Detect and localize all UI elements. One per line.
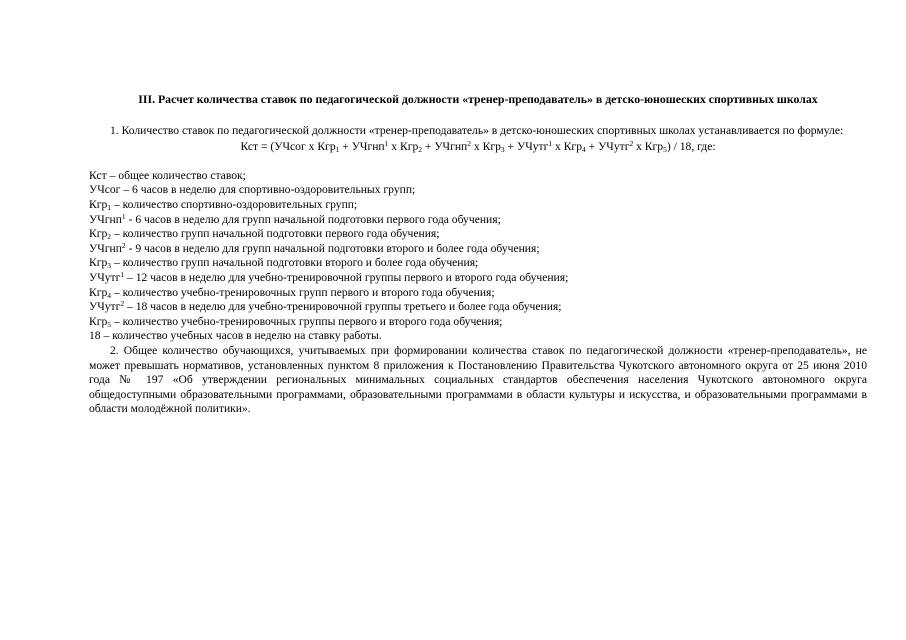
definition-term: УЧутг bbox=[89, 300, 121, 314]
definition-sup: 1 bbox=[120, 269, 125, 279]
definition-term: УЧгнп bbox=[89, 212, 122, 226]
definition-term: Кгр bbox=[89, 256, 108, 270]
definition-line bbox=[89, 183, 867, 198]
section-heading: III. Расчет количества ставок по педагогической должности «тренер-преподаватель» в детско-юношеских спортивных школах bbox=[138, 92, 818, 106]
definition-text: – количество учебно-тренировочных групп первого и второго года обучения; bbox=[111, 285, 495, 299]
definition-term: УЧутг bbox=[89, 270, 121, 284]
definition-sub: 1 bbox=[107, 202, 112, 212]
definition-sub: 3 bbox=[107, 261, 112, 271]
definition-sub: 4 bbox=[107, 290, 112, 300]
formula-part: x Кгр bbox=[471, 140, 501, 154]
definition-line bbox=[89, 198, 867, 213]
definition-text: - 9 часов в неделю для групп начальной подготовки второго и более года обучения; bbox=[125, 241, 540, 255]
definition-text: – количество спортивно-оздоровительных групп; bbox=[111, 197, 358, 211]
definition-text: – общее количество ставок; bbox=[106, 168, 246, 182]
formula-sub: 2 bbox=[418, 145, 423, 155]
definition-term: 18 bbox=[89, 329, 101, 343]
paragraph-1: 1. Количество ставок по педагогической должности «тренер-преподаватель» в детско-юношеских спортивных школах устанавливается по формуле: bbox=[110, 123, 844, 137]
definition-term: Кгр bbox=[89, 314, 108, 328]
formula-part: ) / 18, где: bbox=[666, 140, 716, 154]
definition-line bbox=[89, 213, 867, 228]
definition-term: Кгр bbox=[89, 285, 108, 299]
formula-sub: 1 bbox=[335, 145, 340, 155]
definition-term: УЧсог bbox=[89, 183, 121, 197]
formula-part: x Кгр bbox=[552, 140, 582, 154]
definition-text: – 6 часов в неделю для спортивно-оздоровительных групп; bbox=[120, 183, 416, 197]
definition-text: - 6 часов в неделю для групп начальной подготовки первого года обучения; bbox=[125, 212, 501, 226]
definition-line bbox=[89, 227, 867, 242]
formula-part: + УЧутг bbox=[504, 140, 549, 154]
definition-term: Кгр bbox=[89, 197, 108, 211]
document-page bbox=[89, 92, 867, 417]
formula-sub: 4 bbox=[582, 145, 586, 155]
definition-sub: 2 bbox=[107, 232, 112, 242]
formula-sup: 2 bbox=[629, 139, 634, 149]
definition-text: – количество учебно-тренировочных группы первого и второго года обучения; bbox=[111, 314, 503, 328]
definition-line bbox=[89, 256, 867, 271]
formula bbox=[89, 140, 867, 155]
definition-line bbox=[89, 315, 867, 330]
definition-text: – 12 часов в неделю для учебно-тренировочной группы первого и второго года обучения; bbox=[124, 270, 569, 284]
formula-sub: 5 bbox=[663, 145, 667, 155]
definition-term: Кгр bbox=[89, 227, 108, 241]
formula-sup: 1 bbox=[384, 139, 389, 149]
definition-term: УЧгнп bbox=[89, 241, 122, 255]
paragraph-2: 2. Общее количество обучающихся, учитываемых при формировании количества ставок по педагогической должности «тренер-преподаватель», не может превышать нормативов, установленных пунктом 8 приложения к Постановлению Правительства Чукотского автономного округа от 25 июня 2010 года № 197 «Об утверждении региональных минимальных социальных стандартов обеспечения населения Чукотского автономного округа общедоступными образовательными программами, образовательными программами в области культуры и искусства, и образовательными программами в области молодёжной политики». bbox=[89, 343, 867, 416]
formula-sup: 2 bbox=[467, 139, 472, 149]
formula-part: x Кгр bbox=[633, 140, 664, 154]
definition-text: – количество групп начальной подготовки второго и более года обучения; bbox=[111, 256, 479, 270]
definition-text: – количество учебных часов в неделю на ставку работы. bbox=[100, 329, 382, 343]
definition-sup: 1 bbox=[121, 211, 126, 221]
definition-text: – 18 часов в неделю для учебно-тренировочной группы третьего и более года обучения; bbox=[124, 300, 562, 314]
definition-sup: 2 bbox=[120, 299, 125, 309]
definition-sub: 5 bbox=[107, 319, 112, 329]
formula-sub: 3 bbox=[500, 145, 505, 155]
definition-line bbox=[89, 169, 867, 184]
definition-line bbox=[89, 300, 867, 315]
formula-part: Кст = (УЧсог x Кгр bbox=[240, 140, 336, 154]
definition-line bbox=[89, 271, 867, 286]
formula-sup: 1 bbox=[548, 139, 553, 149]
formula-part: x Кгр bbox=[388, 140, 419, 154]
definition-text: – количество групп начальной подготовки первого года обучения; bbox=[111, 227, 440, 241]
formula-part: + УЧутг bbox=[585, 140, 630, 154]
formula-part: + УЧгнп bbox=[339, 140, 385, 154]
definition-term: Кст bbox=[89, 168, 107, 182]
definition-line bbox=[89, 286, 867, 301]
definition-line bbox=[89, 329, 867, 344]
definition-line bbox=[89, 242, 867, 257]
definition-sup: 2 bbox=[121, 240, 126, 250]
formula-part: + УЧгнп bbox=[422, 140, 468, 154]
